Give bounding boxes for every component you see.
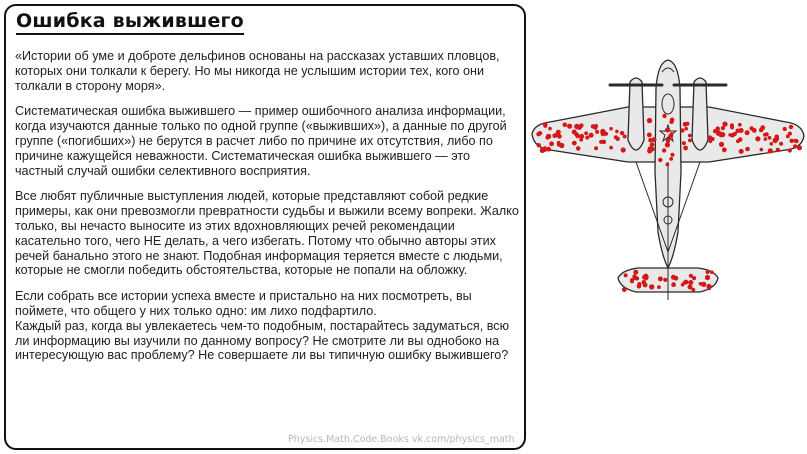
bullet-hole [718, 131, 722, 135]
bullet-hole [584, 131, 588, 135]
bullet-hole [543, 124, 547, 128]
bullet-hole [591, 124, 595, 128]
bullet-hole [768, 148, 773, 153]
bullet-hole [738, 123, 742, 127]
bullet-hole [764, 137, 768, 141]
bullet-hole [662, 148, 666, 152]
bullet-hole [595, 130, 599, 134]
bullet-hole [600, 131, 605, 136]
bullet-hole [589, 133, 594, 138]
bullet-hole [683, 122, 688, 127]
bullet-hole [688, 280, 693, 285]
bullet-hole [624, 273, 628, 277]
bullet-hole [549, 141, 554, 146]
bullet-hole [680, 128, 684, 132]
bullet-hole [775, 137, 780, 142]
bullet-hole [770, 142, 774, 146]
bullet-hole [665, 128, 670, 133]
bullet-hole [768, 136, 772, 140]
bullet-hole [721, 126, 725, 130]
bullet-hole [658, 158, 662, 162]
bullet-hole [671, 275, 676, 280]
article-body [15, 49, 521, 363]
bullet-hole [706, 270, 710, 274]
bullet-hole [745, 130, 750, 135]
bullet-hole [705, 275, 710, 280]
bullet-hole [599, 140, 603, 144]
bullet-hole [684, 127, 688, 131]
bullet-hole [688, 139, 692, 143]
bullet-hole [559, 143, 564, 148]
bullet-hole [658, 276, 663, 281]
bullet-hole [745, 147, 750, 152]
bullet-hole [579, 124, 583, 128]
bullet-hole [739, 149, 744, 154]
bullet-hole [630, 279, 634, 283]
paragraph-success-stories: Если собрать все истории успеха вместе и пристально на них посмотреть, вы поймете, что общего у них только одно: им лихо подфартило. [15, 289, 472, 318]
bullet-hole [730, 125, 734, 129]
bullet-hole [574, 132, 579, 137]
bullet-hole [563, 123, 568, 128]
bullet-hole [759, 128, 764, 133]
bullet-hole [760, 148, 764, 152]
article-title: Ошибка выжившего [16, 10, 244, 35]
airplane-damage-illustration [528, 52, 807, 338]
bullet-hole [736, 129, 741, 134]
bullet-hole [621, 147, 626, 152]
bullet-hole [594, 146, 598, 150]
bullet-hole [722, 122, 727, 127]
bullet-hole [633, 270, 638, 275]
bullet-hole [722, 147, 727, 152]
bullet-hole [736, 139, 740, 143]
bullet-hole [708, 135, 712, 139]
bullet-hole [650, 147, 655, 152]
bullet-hole [793, 144, 797, 148]
bullet-hole [708, 139, 712, 143]
bullet-hole [623, 135, 627, 139]
bullet-hole [635, 277, 639, 281]
bullet-hole [545, 135, 549, 139]
bullet-hole [749, 126, 753, 130]
paragraph-questions: Каждый раз, когда вы увлекаетесь чем-то подобным, постарайтесь задуматься, всю ли информацию вы изучили по данному вопросу? Не смотрите ли вы однобоко на интересующую вас проблему? Не совершаете ли вы типичную ошибку выжившего? [15, 318, 510, 363]
bullet-hole [689, 274, 693, 278]
bullet-hole [710, 271, 714, 275]
bullet-hole [609, 146, 613, 150]
bullet-hole [788, 148, 792, 152]
bullet-hole [707, 286, 711, 290]
bullet-hole [585, 136, 589, 140]
bullet-hole [546, 147, 551, 152]
bullet-hole [783, 127, 787, 131]
bullet-hole [622, 287, 627, 292]
bullet-hole [536, 132, 541, 137]
bullet-hole [789, 125, 793, 129]
bullet-hole [682, 141, 686, 145]
bullet-hole [728, 133, 732, 137]
bullet-hole [572, 141, 577, 146]
bullet-hole [671, 153, 675, 157]
bullet-hole [788, 132, 792, 136]
bullet-hole [790, 139, 794, 143]
bullet-hole [643, 275, 648, 280]
article-card [4, 4, 526, 450]
bullet-hole [665, 142, 670, 147]
bullet-hole [779, 142, 783, 146]
bullet-hole [556, 130, 561, 135]
bullet-hole [670, 132, 674, 136]
bullet-hole [670, 118, 674, 122]
bullet-hole [642, 280, 647, 285]
bullet-hole [797, 145, 802, 150]
bullet-hole [776, 148, 780, 152]
bullet-hole [691, 288, 695, 292]
bullet-hole [620, 131, 624, 135]
bullet-hole [637, 282, 641, 286]
paragraph-definition: Систематическая ошибка выжившего — пример ошибочного анализа информации, когда изучаются данные только по одной группе («выживших»), а данные по другой группе («погибших») не берутся в расчет либо по причине их отсутствия, либо по причине кажущейся неважности. Систематическая ошибка выжившего — это частный случай ошибки селективного восприятия. [15, 104, 507, 178]
bullet-hole [794, 139, 798, 143]
paragraph-dolphin-quote: «Истории об уме и доброте дельфинов основаны на рассказах уставших пловцов, которых они толкали к берегу. Но мы никогда не услышим истории тех, кого они толкали в сторону моря». [15, 49, 500, 93]
bullet-hole [616, 137, 620, 141]
bullet-hole [548, 127, 552, 131]
bullet-hole [699, 282, 703, 286]
right-engine-nacelle [692, 78, 708, 150]
left-engine-nacelle [628, 78, 644, 150]
bullet-hole [537, 143, 541, 147]
bullet-hole [666, 139, 671, 144]
bullet-hole [663, 278, 667, 282]
bullet-hole [688, 134, 692, 138]
paragraph-public-speeches: Все любят публичные выступления людей, которые представляют собой редкие примеры, как они превозмогли превратности судьбы и выжили всему вопреки. Жалко только, вы нечасто выносите из этих вдохновляющих речей рекомендации касательно того, чего НЕ делать, а чего избегать. Потому что обычно авторы этих речей банально этого не знают. Подобная информация теряется вместе с людьми, которые не смогли победить обстоятельства, которые не попали на обложку. [15, 189, 519, 278]
bullet-hole [579, 134, 584, 139]
bullet-hole [647, 133, 652, 138]
bullet-hole [765, 132, 769, 136]
bullet-hole [683, 281, 687, 285]
bullet-hole [657, 285, 661, 289]
bullet-hole [647, 118, 652, 123]
bullet-hole [666, 163, 670, 167]
bullet-hole [650, 142, 655, 147]
bullet-hole [567, 124, 572, 129]
bullet-hole [683, 146, 688, 151]
bullet-hole [615, 130, 619, 134]
bullet-hole [669, 157, 673, 161]
bullet-hole [609, 127, 613, 131]
bullet-hole [671, 282, 676, 287]
bullet-hole [648, 138, 652, 142]
watermark: Physics.Math.Code.Books vk.com/physics_math [288, 434, 515, 445]
bullet-hole [649, 284, 654, 289]
bullet-hole [576, 146, 581, 151]
bullet-hole [662, 114, 666, 118]
bullet-hole [719, 142, 724, 147]
bullet-hole [755, 136, 760, 141]
